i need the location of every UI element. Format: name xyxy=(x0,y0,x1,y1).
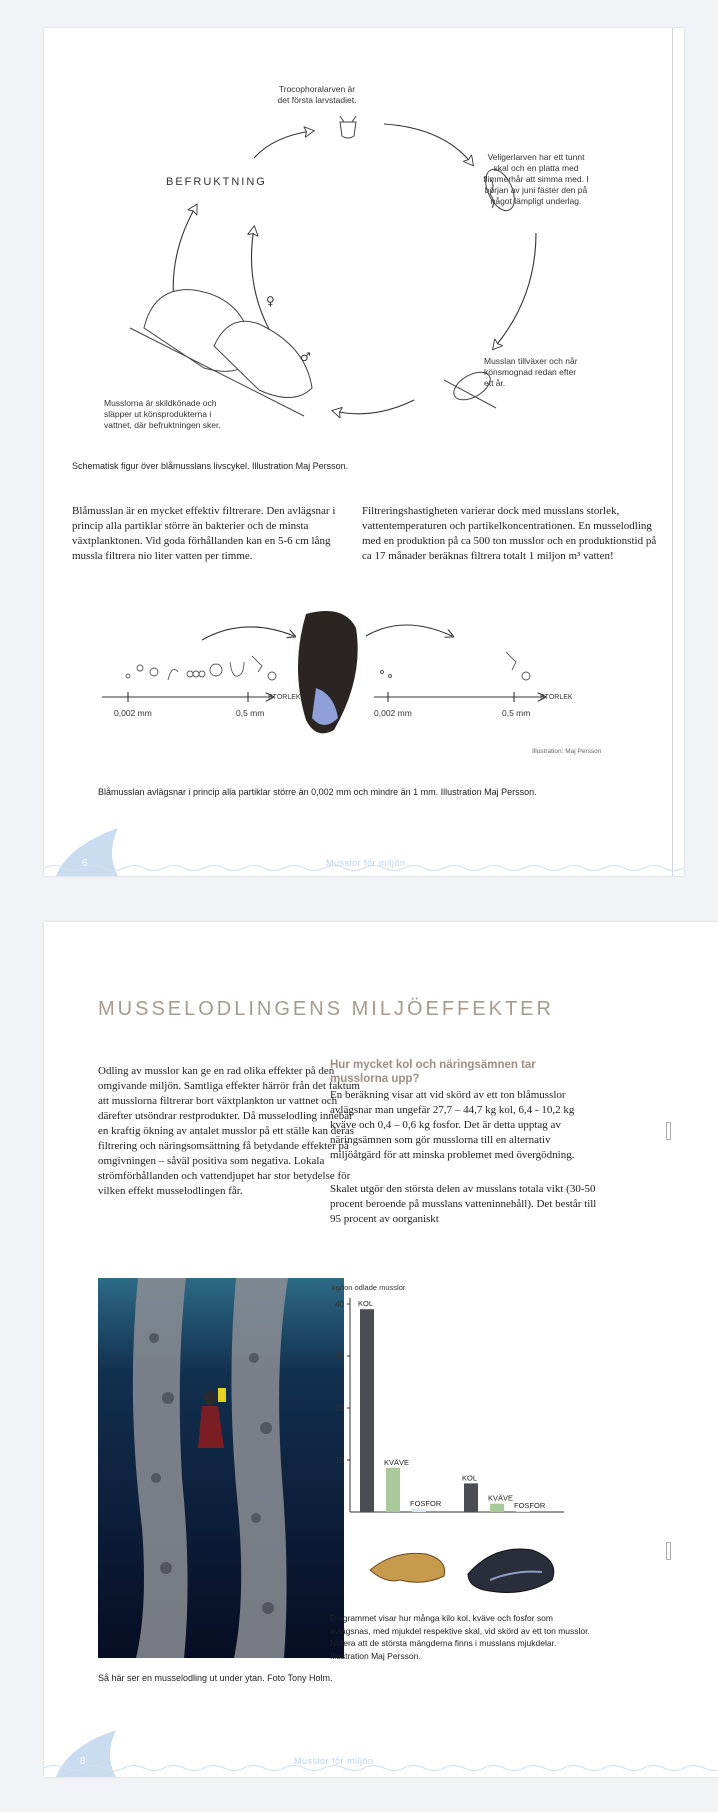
caption-lifecycle: Schematisk figur över blåmusslans livscykel. Illustration Maj Persson. xyxy=(72,461,349,471)
paragraph-left: Blåmusslan är en mycket effektiv filtrerare. Den avlägsnar i princip alla partiklar större än bakterier och de minsta växtplanktonen. Vid goda förhållanden kan en 5-6 cm lång mussla filtrera nio liter vatten per timme. xyxy=(72,505,336,562)
cycle-arrow xyxy=(173,206,196,303)
page-title: MUSSELODLINGENS MILJÖEFFEKTER xyxy=(98,998,554,1020)
label-sexes: Musslorna är skildkönade och släpper ut könsprodukterna i vattnet, där befruktningen sker. xyxy=(104,398,221,430)
page-number: 6 xyxy=(82,858,88,869)
svg-text:♂: ♂ xyxy=(300,350,311,364)
page-fold xyxy=(672,28,673,876)
shell-illustrations xyxy=(364,1540,564,1600)
shell-icon xyxy=(468,1549,554,1592)
cycle-arrow xyxy=(334,400,414,414)
paragraph-left: Odling av musslor kan ge en rad olika effekter på den omgivande miljön. Samtliga effekter härrör från det faktum att musslorna filtrerar bort växtplankton ur vattnet och därefter utsöndrar restprodukter. Då musselodling innebär en kraftig ökning av antalet musslor på ett ställe kan deras filtrering och näringsomsättning få betydande effekter på omgivningen – såväl positiva som negativa. Lokala strömförhållanden och vattendjupet har stor betydelse för vilken effekt musselodlingen får. xyxy=(98,1065,360,1197)
bar-label: KVÄVE xyxy=(488,1493,514,1503)
bar-mjukdel-2 xyxy=(412,1509,426,1512)
flow-arrow xyxy=(366,625,452,636)
footer-decoration xyxy=(44,828,684,876)
bar-mjukdel-1 xyxy=(386,1468,400,1512)
cycle-arrow xyxy=(254,131,312,158)
page-6 xyxy=(44,28,684,876)
chart-ylabel: kg/ton odlade musslor xyxy=(332,1283,406,1292)
tick-right-1: 0,002 mm xyxy=(374,708,412,718)
paragraph-right: Filtreringshastigheten varierar dock med musslans storlek, vattentemperaturen och partikelkoncentrationen. En musselodling med en produktion på ca 500 ton musslor och en produktionstid på ca 17 månader beräknas filtrera totalt 1 miljon m³ vatten! xyxy=(362,505,657,562)
footer-text: Musslor för miljön xyxy=(294,1756,374,1766)
caption-filter: Blåmusslan avlägsnar i princip alla partiklar större än 0,002 mm och mindre än 1 mm. Illustration Maj Persson. xyxy=(98,787,537,797)
tick-left-2: 0,5 mm xyxy=(236,708,265,718)
footer-decoration xyxy=(44,1730,718,1777)
binding-mark xyxy=(666,1542,671,1560)
cycle-arrow xyxy=(494,233,536,348)
binding-mark xyxy=(666,1122,671,1140)
filter-credit: Illustration: Maj Persson xyxy=(532,748,602,755)
y-tick-label: 40 xyxy=(335,1300,344,1309)
label-veliger: Veligerlarven har ett tunnt skal och en platta med flimmerhår att simma med. I början av juni fäster den på något lämpligt underlag. xyxy=(483,152,589,206)
shark-fin-icon xyxy=(56,1730,116,1777)
footer-text: Musslor för miljön xyxy=(326,858,406,868)
cycle-arrow xyxy=(252,228,275,338)
page-number: 8 xyxy=(80,1756,86,1767)
bar-skal-0 xyxy=(464,1483,478,1512)
nutrient-chart xyxy=(314,1292,574,1532)
paragraph-right-2: Skalet utgör den största delen av musslans totala vikt (30-50 procent beroende på musslans vatteninnehåll). Det består till 95 procent av oorganiskt xyxy=(330,1183,597,1225)
bar-label: KOL xyxy=(358,1299,374,1309)
y-tick-label: 20 xyxy=(335,1404,344,1413)
paragraph-right-1: En beräkning visar att vid skörd av ett ton blåmusslor avlägsnar man ungefär 27,7 – 44,7 kg kol, 6,4 - 10,2 kg kväve och 0,4 – 0,6 kg fosfor. Det är detta upptag av näringsämnen som gör musslorna till en alternativ miljöåtgärd för att minska problemet med övergödning. xyxy=(330,1089,575,1161)
y-tick-label: 30 xyxy=(335,1352,344,1361)
bar-skal-2 xyxy=(516,1511,530,1512)
trocophora-larva xyxy=(340,116,356,138)
bar-skal-1 xyxy=(490,1504,504,1512)
subheading: Hur mycket kol och näringsämnen tar musslorna upp? xyxy=(330,1059,536,1085)
label-growth: Musslan tillväxer och når könsmognad redan efter ett år. xyxy=(484,356,578,388)
soft-part-icon xyxy=(370,1553,445,1582)
bar-label: FOSFOR xyxy=(514,1500,546,1510)
cycle-arrow xyxy=(384,124,472,164)
bar-label: FOSFOR xyxy=(410,1498,442,1508)
heading-befruktning: BEFRUKTNING xyxy=(166,176,267,188)
chart-caption: Diagrammet visar hur många kilo kol, kväve och fosfor som avlägsnas, med mjukdel respektive skal, vid skörd av ett ton musslor. Notera att de största mängderna finns i musslans mjukdelar. Illustration Maj Persson. xyxy=(330,1613,590,1661)
svg-text:♀: ♀ xyxy=(266,294,275,308)
page-8 xyxy=(44,922,718,1777)
axis-label-left: STORLEK xyxy=(268,694,301,701)
blue-mussel xyxy=(298,611,358,733)
tick-left-1: 0,002 mm xyxy=(114,708,152,718)
photo-caption: Så här ser en musselodling ut under ytan. Foto Tony Holm. xyxy=(98,1673,333,1683)
label-trocophora: Trocophoralarven är det första larvstadiet. xyxy=(277,84,357,105)
axis-label-right: STORLEK xyxy=(540,694,573,701)
bar-label: KOL xyxy=(462,1473,478,1483)
wave-line xyxy=(44,1766,718,1771)
tick-right-2: 0,5 mm xyxy=(502,708,531,718)
bar-label: KVÄVE xyxy=(384,1457,410,1467)
bar-mjukdel-0 xyxy=(360,1309,374,1512)
flow-arrow xyxy=(202,627,294,640)
underwater-photo xyxy=(98,1278,344,1658)
y-tick-label: 10 xyxy=(335,1456,344,1465)
